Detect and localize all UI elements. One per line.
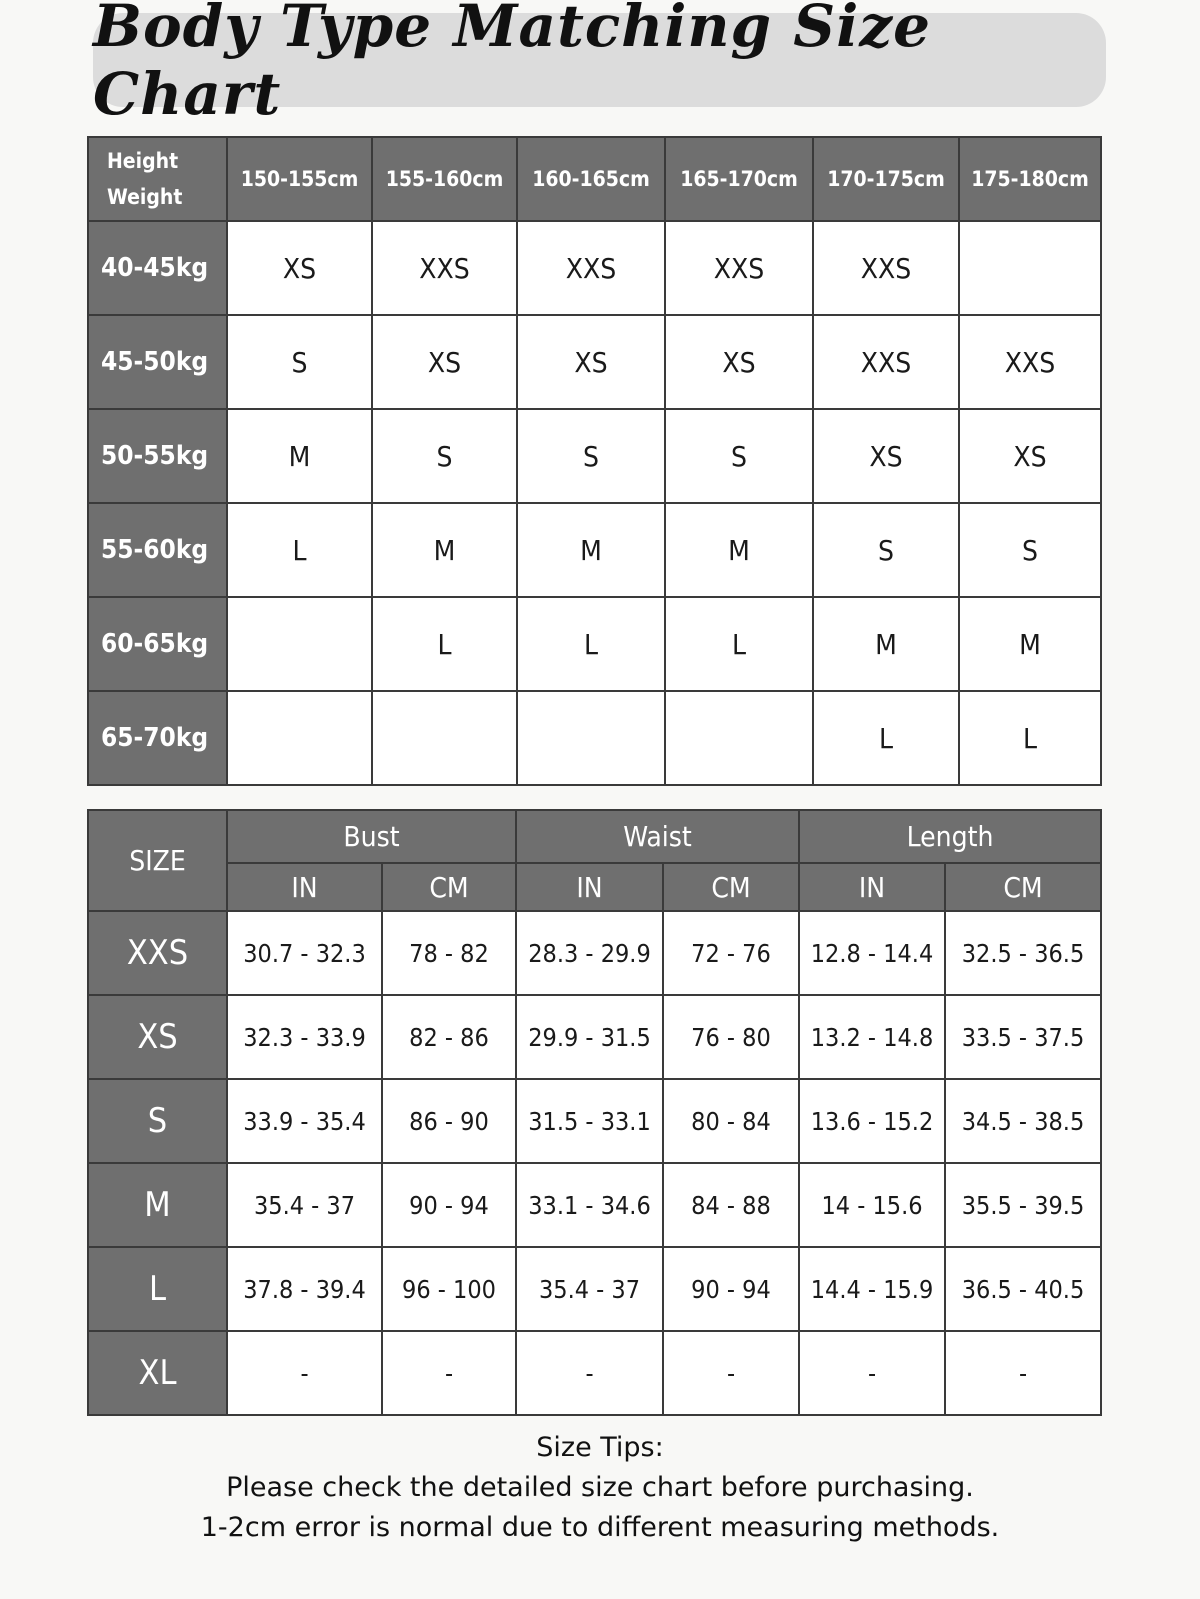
measure-cell: -: [516, 1331, 663, 1415]
measure-cell: 90 - 94: [663, 1247, 799, 1331]
size-cell: L: [813, 691, 959, 785]
unit-header: IN: [227, 863, 382, 911]
size-cell: XXS: [959, 315, 1101, 409]
size-cell: S: [959, 503, 1101, 597]
size-cell: XS: [665, 315, 813, 409]
size-tips-line: 1-2cm error is normal due to different measuring methods.: [200, 1512, 1000, 1543]
weight-header: 50-55kg: [88, 409, 227, 503]
measure-cell: 36.5 - 40.5: [945, 1247, 1101, 1331]
size-tips: [0, 1428, 1200, 1548]
measure-cell: 29.9 - 31.5: [516, 995, 663, 1079]
size-cell: XS: [959, 409, 1101, 503]
weight-header: 55-60kg: [88, 503, 227, 597]
size-cell: S: [813, 503, 959, 597]
size-cell: L: [517, 597, 665, 691]
measure-cell: 37.8 - 39.4: [227, 1247, 382, 1331]
page-title: Body Type Matching Size Chart: [93, 0, 932, 128]
size-cell: XXS: [813, 221, 959, 315]
unit-header: IN: [516, 863, 663, 911]
size-cell: M: [517, 503, 665, 597]
table-row: [88, 409, 1101, 503]
size-tips-heading: Size Tips:: [536, 1432, 664, 1463]
size-cell: L: [372, 597, 517, 691]
table-row: [88, 597, 1101, 691]
height-weight-size-table: [87, 136, 1102, 786]
unit-header-row: [88, 863, 1101, 911]
measure-cell: 32.3 - 33.9: [227, 995, 382, 1079]
size-cell: XXS: [372, 221, 517, 315]
measure-cell: 82 - 86: [382, 995, 516, 1079]
measure-cell: 33.5 - 37.5: [945, 995, 1101, 1079]
measure-cell: 86 - 90: [382, 1079, 516, 1163]
size-label: XXS: [88, 911, 227, 995]
measure-cell: 35.4 - 37: [516, 1247, 663, 1331]
unit-header: IN: [799, 863, 945, 911]
size-cell: XS: [517, 315, 665, 409]
measure-cell: 31.5 - 33.1: [516, 1079, 663, 1163]
unit-header: CM: [945, 863, 1101, 911]
measure-cell: -: [945, 1331, 1101, 1415]
table-row: [88, 221, 1101, 315]
measure-cell: 72 - 76: [663, 911, 799, 995]
size-label: S: [88, 1079, 227, 1163]
weight-header: 65-70kg: [88, 691, 227, 785]
measure-cell: 32.5 - 36.5: [945, 911, 1101, 995]
length-group-header: Length: [799, 810, 1101, 863]
size-cell: M: [665, 503, 813, 597]
measure-cell: -: [227, 1331, 382, 1415]
size-cell: [665, 691, 813, 785]
height-weight-corner-header: [88, 137, 227, 221]
table-row: [88, 911, 1101, 995]
height-header: 160-165cm: [517, 137, 665, 221]
measure-cell: 13.2 - 14.8: [799, 995, 945, 1079]
measure-cell: 33.1 - 34.6: [516, 1163, 663, 1247]
table-row: [88, 1163, 1101, 1247]
size-cell: S: [665, 409, 813, 503]
measure-cell: 34.5 - 38.5: [945, 1079, 1101, 1163]
size-cell: M: [372, 503, 517, 597]
size-tips-line: Please check the detailed size chart before purchasing.: [226, 1472, 974, 1503]
size-cell: L: [665, 597, 813, 691]
size-column-header: SIZE: [88, 810, 227, 911]
height-header: 165-170cm: [665, 137, 813, 221]
size-cell: XXS: [813, 315, 959, 409]
size-cell: S: [372, 409, 517, 503]
corner-weight-label: Weight: [107, 185, 183, 209]
measure-cell: 90 - 94: [382, 1163, 516, 1247]
size-label: XS: [88, 995, 227, 1079]
measure-cell: 13.6 - 15.2: [799, 1079, 945, 1163]
size-label: XL: [88, 1331, 227, 1415]
measure-cell: 30.7 - 32.3: [227, 911, 382, 995]
size-label: M: [88, 1163, 227, 1247]
measure-cell: 28.3 - 29.9: [516, 911, 663, 995]
size-cell: M: [813, 597, 959, 691]
size-cell: S: [517, 409, 665, 503]
measure-cell: 33.9 - 35.4: [227, 1079, 382, 1163]
title-banner: [93, 0, 1106, 128]
size-cell: L: [227, 503, 372, 597]
measure-cell: 35.5 - 39.5: [945, 1163, 1101, 1247]
measure-cell: 78 - 82: [382, 911, 516, 995]
corner-height-label: Height: [107, 149, 179, 173]
table-row: [88, 1331, 1101, 1415]
height-header: 150-155cm: [227, 137, 372, 221]
unit-header: CM: [382, 863, 516, 911]
size-cell: XS: [813, 409, 959, 503]
table-row: [88, 315, 1101, 409]
measure-cell: -: [663, 1331, 799, 1415]
measure-cell: 76 - 80: [663, 995, 799, 1079]
size-cell: XS: [372, 315, 517, 409]
unit-header: CM: [663, 863, 799, 911]
table-row: [88, 1247, 1101, 1331]
measure-cell: 84 - 88: [663, 1163, 799, 1247]
size-cell: M: [227, 409, 372, 503]
measure-cell: -: [382, 1331, 516, 1415]
measure-cell: 35.4 - 37: [227, 1163, 382, 1247]
measure-cell: -: [799, 1331, 945, 1415]
size-cell: [959, 221, 1101, 315]
size-cell: [227, 597, 372, 691]
table-row: [88, 1079, 1101, 1163]
measure-cell: 14.4 - 15.9: [799, 1247, 945, 1331]
measure-cell: 12.8 - 14.4: [799, 911, 945, 995]
weight-header: 40-45kg: [88, 221, 227, 315]
size-cell: XS: [227, 221, 372, 315]
weight-header: 45-50kg: [88, 315, 227, 409]
weight-header: 60-65kg: [88, 597, 227, 691]
size-cell: S: [227, 315, 372, 409]
size-cell: L: [959, 691, 1101, 785]
measure-cell: 14 - 15.6: [799, 1163, 945, 1247]
table-row: [88, 503, 1101, 597]
bust-group-header: Bust: [227, 810, 516, 863]
height-header: 175-180cm: [959, 137, 1101, 221]
size-cell: XXS: [665, 221, 813, 315]
group-header-row: [88, 810, 1101, 863]
size-cell: [227, 691, 372, 785]
height-header: 155-160cm: [372, 137, 517, 221]
size-cell: [517, 691, 665, 785]
table-row: [88, 691, 1101, 785]
measure-cell: 96 - 100: [382, 1247, 516, 1331]
waist-group-header: Waist: [516, 810, 799, 863]
size-label: L: [88, 1247, 227, 1331]
size-cell: M: [959, 597, 1101, 691]
size-cell: [372, 691, 517, 785]
measure-cell: 80 - 84: [663, 1079, 799, 1163]
table-row: [88, 995, 1101, 1079]
table-header-row: [88, 137, 1101, 221]
size-cell: XXS: [517, 221, 665, 315]
measurement-table: [87, 809, 1102, 1416]
height-header: 170-175cm: [813, 137, 959, 221]
